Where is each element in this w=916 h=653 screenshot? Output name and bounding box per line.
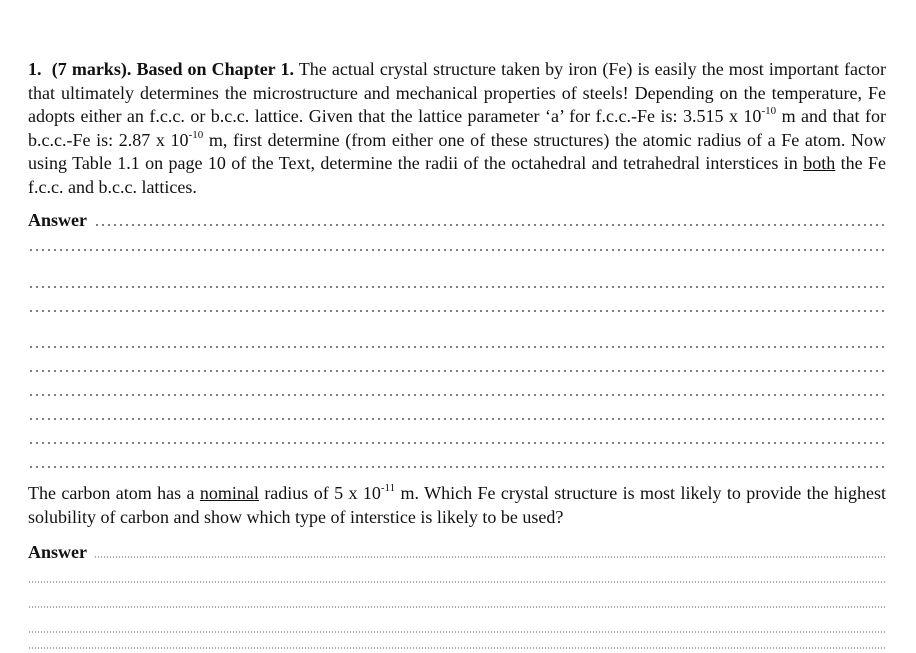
answer-line[interactable] [28, 592, 886, 612]
answer-line[interactable] [28, 404, 886, 424]
dotted-rule [28, 466, 886, 468]
question-text-part: the Fe f.c.c. and b.c.c. lattices. [28, 153, 886, 197]
question-chapter: Based on Chapter 1. [136, 59, 294, 79]
question-text-part: radius of 5 x 10 [258, 483, 381, 503]
answer-line[interactable] [28, 356, 886, 376]
dotted-rule [28, 346, 886, 348]
dotted-rule [28, 606, 886, 608]
answer-line[interactable] [28, 296, 886, 316]
answer-line[interactable] [28, 235, 886, 255]
question-text-part: The actual crystal structure taken by iron (Fe) is easily the most important factor that ultimately determines the microstructure and mechanical properties of steels! Depending on the temperature, Fe adopts either an f.c.c. or b.c.c. lattice. Given that the lattice parameter ‘a’ for f.c.c.-Fe is: 3.515 x 10 [28, 59, 886, 126]
answer-line[interactable] [28, 633, 886, 653]
answer-label: Answer [28, 210, 87, 230]
dotted-rule [28, 370, 886, 372]
answer-line[interactable] [28, 428, 886, 448]
exponent: -11 [380, 482, 396, 494]
answer-label: Answer [28, 542, 87, 562]
underlined-word: both [803, 153, 836, 173]
dotted-rule [28, 442, 886, 444]
answer-line[interactable] [28, 567, 886, 587]
question-text-part: The carbon atom has a [28, 483, 200, 503]
dotted-rule [94, 556, 886, 558]
question-text-part: m, first determine (from either one of these structures) the atomic radius of a Fe atom. Now using Table 1.1 on page 10 of the Text, determine the radii of the octahedral and tetrahedral interstices in [28, 129, 886, 173]
worksheet-page [28, 58, 886, 562]
dotted-rule [28, 286, 886, 288]
answer-line[interactable] [28, 380, 886, 400]
dotted-rule [28, 394, 886, 396]
answer-line[interactable] [28, 272, 886, 292]
dotted-rule [28, 418, 886, 420]
question-2 [28, 482, 886, 529]
underlined-word: nominal [199, 483, 259, 503]
dotted-rule [94, 224, 886, 226]
question-number: 1. [28, 59, 42, 79]
dotted-rule [28, 581, 886, 583]
answer-line[interactable] [28, 332, 886, 352]
question-text-part: m and that for b.c.c.-Fe is: 2.87 x 10 [28, 106, 886, 150]
exponent: -10 [761, 105, 777, 117]
dotted-rule [28, 647, 886, 649]
question-text-part: m. Which Fe crystal structure is most likely to provide the highest solubility of carbon and show which type of interstice is likely to be used? [28, 483, 886, 527]
question-1 [28, 58, 886, 199]
question-marks: (7 marks). [51, 59, 132, 79]
answer-line[interactable] [28, 210, 886, 230]
dotted-rule [28, 310, 886, 312]
exponent: -10 [188, 128, 204, 141]
dotted-rule [28, 249, 886, 251]
answer-line[interactable] [28, 452, 886, 472]
answer-line[interactable] [28, 542, 886, 562]
